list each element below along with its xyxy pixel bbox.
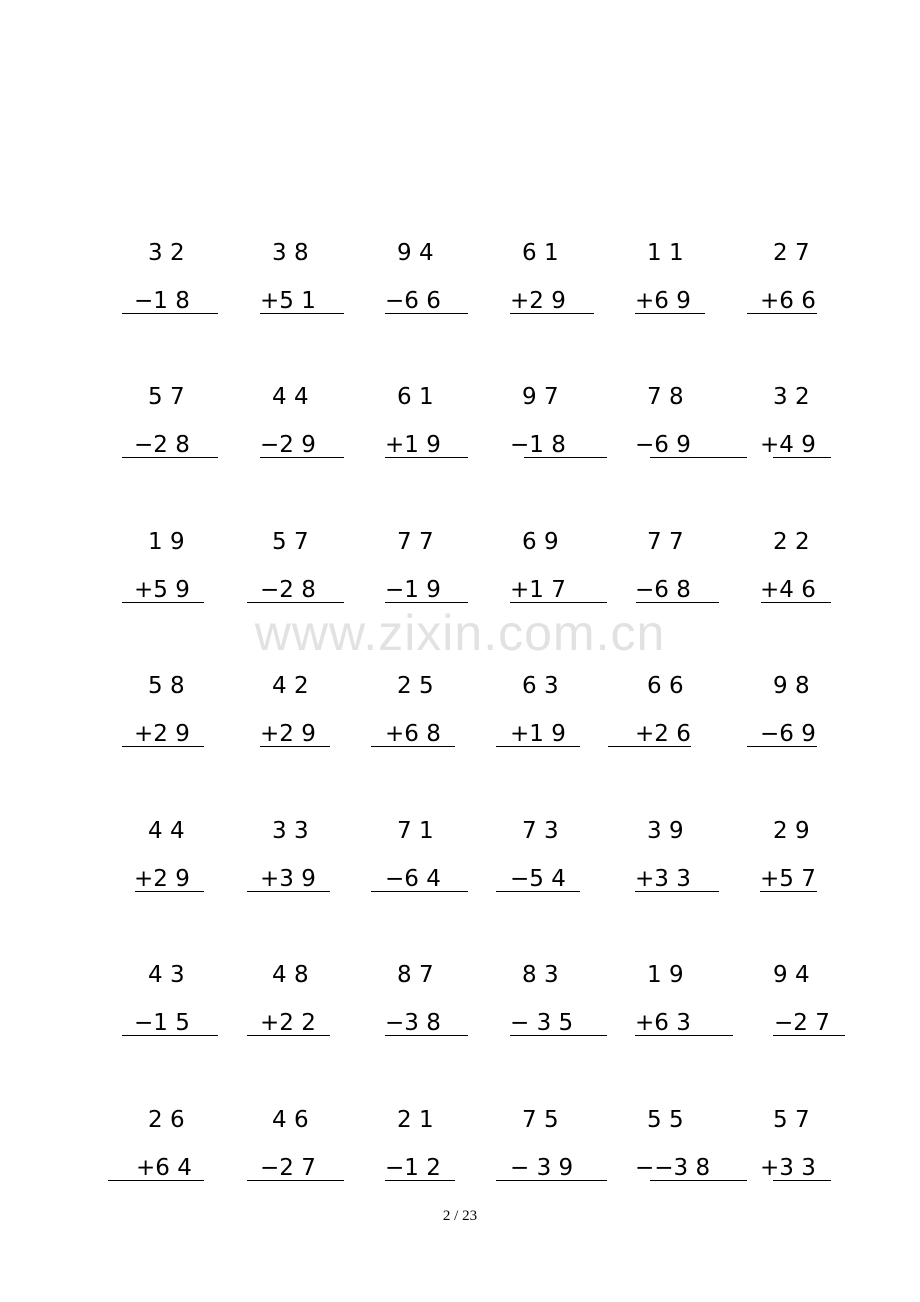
operand: +2 2 bbox=[260, 1010, 316, 1036]
minuend: 6 1 bbox=[522, 240, 559, 266]
watermark: www.zixin.com.cn bbox=[254, 605, 666, 661]
answer-line bbox=[635, 1035, 733, 1036]
minuend: 2 6 bbox=[148, 1107, 185, 1133]
minuend: 9 8 bbox=[773, 673, 810, 699]
answer-line bbox=[635, 313, 705, 314]
answer-line bbox=[773, 1035, 845, 1036]
operand: +6 6 bbox=[760, 288, 816, 314]
operand: −1 9 bbox=[385, 577, 441, 603]
minuend: 4 8 bbox=[272, 962, 309, 988]
minuend: 9 4 bbox=[773, 962, 810, 988]
operand: −2 9 bbox=[260, 432, 316, 458]
answer-line bbox=[247, 602, 344, 603]
operand: +2 9 bbox=[510, 288, 566, 314]
operand: +5 9 bbox=[134, 577, 190, 603]
minuend: 6 9 bbox=[522, 529, 559, 555]
minuend: 9 7 bbox=[522, 384, 559, 410]
operand: +6 9 bbox=[635, 288, 691, 314]
answer-line bbox=[773, 1180, 831, 1181]
answer-line bbox=[108, 1180, 204, 1181]
operand: − 3 9 bbox=[510, 1155, 574, 1181]
minuend: 4 4 bbox=[148, 818, 185, 844]
minuend: 2 1 bbox=[397, 1107, 434, 1133]
operand: − 3 5 bbox=[510, 1010, 574, 1036]
operand: −2 8 bbox=[134, 432, 190, 458]
operand: −6 6 bbox=[385, 288, 441, 314]
operand: +5 7 bbox=[760, 866, 816, 892]
minuend: 3 2 bbox=[148, 240, 185, 266]
answer-line bbox=[650, 457, 747, 458]
answer-line bbox=[260, 457, 344, 458]
answer-line bbox=[761, 602, 831, 603]
minuend: 6 1 bbox=[397, 384, 434, 410]
answer-line bbox=[760, 891, 817, 892]
answer-line bbox=[122, 602, 204, 603]
operand: +2 9 bbox=[260, 721, 316, 747]
operand: −3 8 bbox=[385, 1010, 441, 1036]
operand: −1 8 bbox=[510, 432, 566, 458]
minuend: 8 7 bbox=[397, 962, 434, 988]
operand: −6 9 bbox=[635, 432, 691, 458]
answer-line bbox=[510, 1035, 607, 1036]
operand: −2 8 bbox=[260, 577, 316, 603]
answer-line bbox=[510, 313, 594, 314]
answer-line bbox=[371, 891, 468, 892]
answer-line bbox=[385, 457, 468, 458]
minuend: 5 8 bbox=[148, 673, 185, 699]
operand: −2 7 bbox=[774, 1010, 830, 1036]
operand: +1 9 bbox=[510, 721, 566, 747]
minuend: 7 5 bbox=[522, 1107, 559, 1133]
answer-line bbox=[385, 1180, 455, 1181]
operand: +2 9 bbox=[134, 866, 190, 892]
operand: +3 3 bbox=[635, 866, 691, 892]
minuend: 3 8 bbox=[272, 240, 309, 266]
operand: +3 3 bbox=[760, 1155, 816, 1181]
answer-line bbox=[496, 1180, 607, 1181]
operand: −1 8 bbox=[134, 288, 190, 314]
minuend: 2 2 bbox=[773, 529, 810, 555]
operand: −2 7 bbox=[260, 1155, 316, 1181]
operand: +6 4 bbox=[136, 1155, 192, 1181]
minuend: 3 3 bbox=[272, 818, 309, 844]
minuend: 1 9 bbox=[647, 962, 684, 988]
minuend: 7 7 bbox=[397, 529, 434, 555]
minuend: 7 8 bbox=[647, 384, 684, 410]
answer-line bbox=[122, 1035, 218, 1036]
operand: −1 5 bbox=[134, 1010, 190, 1036]
answer-line bbox=[247, 1035, 330, 1036]
answer-line bbox=[385, 602, 468, 603]
answer-line bbox=[496, 891, 580, 892]
minuend: 4 6 bbox=[272, 1107, 309, 1133]
minuend: 4 2 bbox=[272, 673, 309, 699]
operand: +5 1 bbox=[260, 288, 316, 314]
answer-line bbox=[385, 313, 468, 314]
operand: +1 7 bbox=[510, 577, 566, 603]
answer-line bbox=[510, 602, 607, 603]
minuend: 2 7 bbox=[773, 240, 810, 266]
answer-line bbox=[260, 746, 330, 747]
minuend: 5 7 bbox=[272, 529, 309, 555]
answer-line bbox=[122, 746, 204, 747]
operand: +3 9 bbox=[260, 866, 316, 892]
answer-line bbox=[135, 891, 204, 892]
minuend: 9 4 bbox=[397, 240, 434, 266]
operand: +4 9 bbox=[760, 432, 816, 458]
minuend: 3 2 bbox=[773, 384, 810, 410]
minuend: 3 9 bbox=[647, 818, 684, 844]
answer-line bbox=[385, 1035, 468, 1036]
operand: −6 8 bbox=[635, 577, 691, 603]
operand: +1 9 bbox=[385, 432, 441, 458]
minuend: 7 7 bbox=[647, 529, 684, 555]
minuend: 2 9 bbox=[773, 818, 810, 844]
minuend: 4 4 bbox=[272, 384, 309, 410]
answer-line bbox=[747, 746, 817, 747]
operand: −6 9 bbox=[760, 721, 816, 747]
minuend: 6 6 bbox=[647, 673, 684, 699]
answer-line bbox=[260, 313, 344, 314]
answer-line bbox=[747, 313, 817, 314]
operand: +6 8 bbox=[385, 721, 441, 747]
operand: +6 3 bbox=[635, 1010, 691, 1036]
page-number: 2 / 23 bbox=[442, 1208, 478, 1224]
minuend: 2 5 bbox=[397, 673, 434, 699]
operand: −1 2 bbox=[385, 1155, 441, 1181]
minuend: 7 1 bbox=[397, 818, 434, 844]
minuend: 5 7 bbox=[148, 384, 185, 410]
operand: +2 6 bbox=[635, 721, 691, 747]
answer-line bbox=[773, 457, 831, 458]
operand: +4 6 bbox=[760, 577, 816, 603]
minuend: 6 3 bbox=[522, 673, 559, 699]
answer-line bbox=[122, 457, 218, 458]
answer-line bbox=[496, 746, 580, 747]
answer-line bbox=[608, 746, 691, 747]
operand: +2 9 bbox=[134, 721, 190, 747]
answer-line bbox=[650, 1180, 747, 1181]
minuend: 8 3 bbox=[522, 962, 559, 988]
minuend: 1 9 bbox=[148, 529, 185, 555]
answer-line bbox=[524, 457, 607, 458]
operand: −−3 8 bbox=[635, 1155, 711, 1181]
minuend: 5 7 bbox=[773, 1107, 810, 1133]
operand: −6 4 bbox=[385, 866, 441, 892]
answer-line bbox=[247, 1180, 344, 1181]
minuend: 1 1 bbox=[647, 240, 684, 266]
answer-line bbox=[122, 313, 218, 314]
minuend: 5 5 bbox=[647, 1107, 684, 1133]
answer-line bbox=[247, 891, 330, 892]
operand: −5 4 bbox=[510, 866, 566, 892]
answer-line bbox=[635, 891, 719, 892]
minuend: 7 3 bbox=[522, 818, 559, 844]
answer-line bbox=[636, 602, 719, 603]
minuend: 4 3 bbox=[148, 962, 185, 988]
answer-line bbox=[371, 746, 455, 747]
